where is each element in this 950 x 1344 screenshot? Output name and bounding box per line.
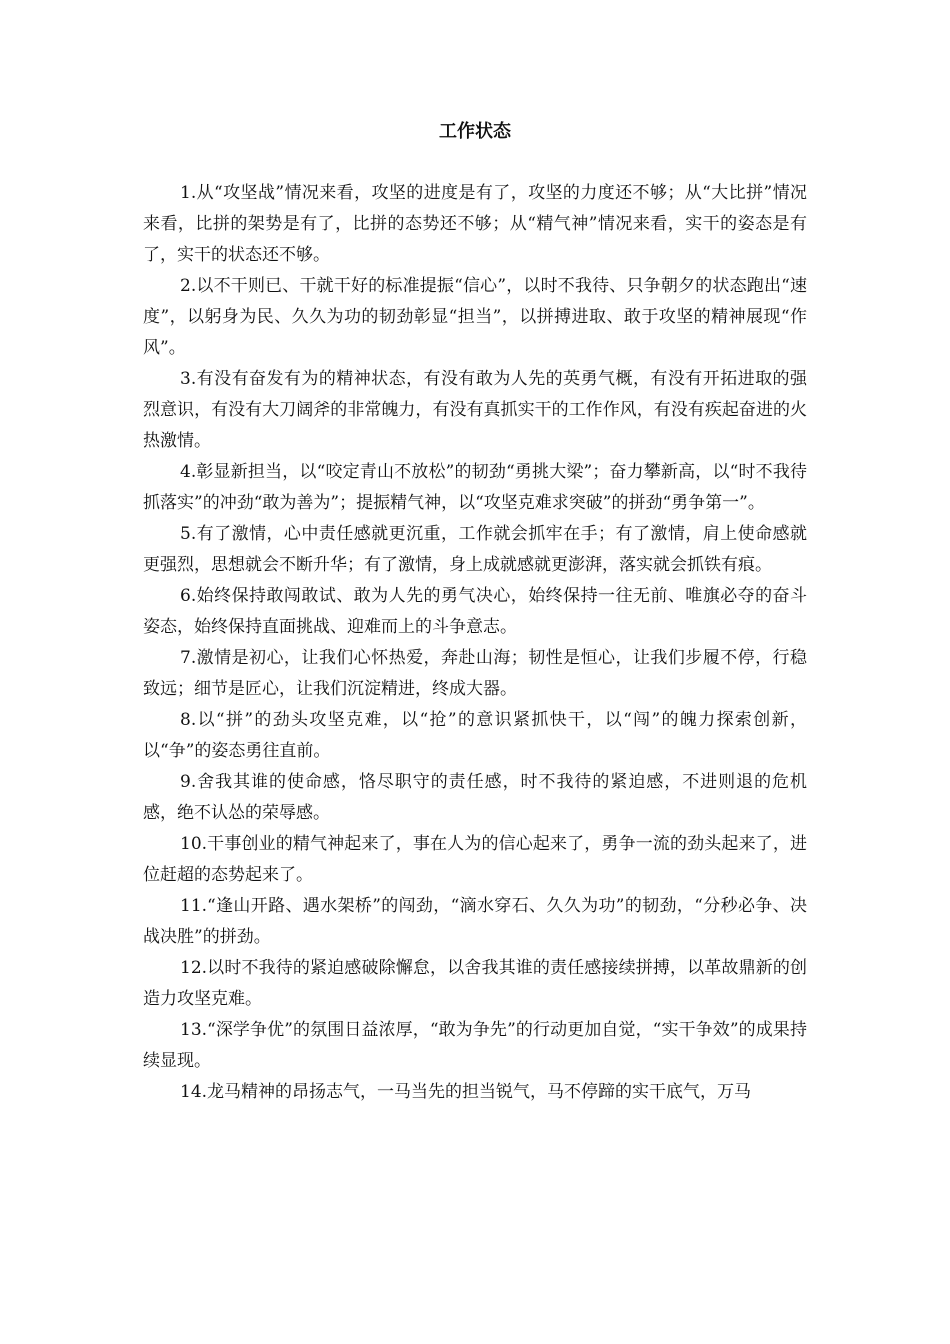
paragraph-12: 12.以时不我待的紧迫感破除懈怠，以舍我其谁的责任感接续拼搏，以革故鼎新的创造力攻坚克难。 [143,958,807,1009]
paragraph-1: 1.从“攻坚战”情况来看，攻坚的进度是有了，攻坚的力度还不够；从“大比拼”情况来看，比拼的架势是有了，比拼的态势还不够；从“精气神”情况来看，实干的姿态是有了，实干的状态还不够。 [143,183,807,265]
document-title: 工作状态 [439,121,511,142]
paragraph-9: 9.舍我其谁的使命感，恪尽职守的责任感，时不我待的紧迫感，不进则退的危机感，绝不认怂的荣辱感。 [143,772,807,823]
paragraph-6: 6.始终保持敢闯敢试、敢为人先的勇气决心，始终保持一往无前、唯旗必夺的奋斗姿态，始终保持直面挑战、迎难而上的斗争意志。 [143,586,807,637]
paragraph-11: 11.“逢山开路、遇水架桥”的闯劲，“滴水穿石、久久为功”的韧劲，“分秒必争、决战决胜”的拼劲。 [143,896,807,947]
paragraph-5: 5.有了激情，心中责任感就更沉重，工作就会抓牢在手；有了激情，肩上使命感就更强烈，思想就会不断升华；有了激情，身上成就感就更澎湃，落实就会抓铁有痕。 [143,524,807,575]
paragraph-7: 7.激情是初心，让我们心怀热爱，奔赴山海；韧性是恒心，让我们步履不停，行稳致远；细节是匠心，让我们沉淀精进，终成大器。 [143,648,807,699]
paragraph-3: 3.有没有奋发有为的精神状态，有没有敢为人先的英勇气概，有没有开拓进取的强烈意识，有没有大刀阔斧的非常魄力，有没有真抓实干的工作作风，有没有疾起奋进的火热激情。 [143,369,807,451]
paragraph-8: 8.以“拼”的劲头攻坚克难，以“抢”的意识紧抓快干，以“闯”的魄力探索创新，以“争”的姿态勇往直前。 [143,710,807,761]
paragraph-14: 14.龙马精神的昂扬志气，一马当先的担当锐气，马不停蹄的实干底气，万马 [180,1082,752,1102]
paragraph-13: 13.“深学争优”的氛围日益浓厚，“敢为争先”的行动更加自觉，“实干争效”的成果持续显现。 [143,1020,807,1071]
paragraph-4: 4.彰显新担当，以“咬定青山不放松”的韧劲“勇挑大梁”；奋力攀新高，以“时不我待抓落实”的冲劲“敢为善为”；提振精气神，以“攻坚克难求突破”的拼劲“勇争第一”。 [143,462,807,513]
paragraph-10: 10.干事创业的精气神起来了，事在人为的信心起来了，勇争一流的劲头起来了，进位赶超的态势起来了。 [143,834,807,885]
paragraph-2: 2.以不干则已、干就干好的标准提振“信心”，以时不我待、只争朝夕的状态跑出“速度”，以躬身为民、久久为功的韧劲彰显“担当”，以拼搏进取、敢于攻坚的精神展现“作风”。 [143,276,807,358]
document-body [143,178,807,1108]
